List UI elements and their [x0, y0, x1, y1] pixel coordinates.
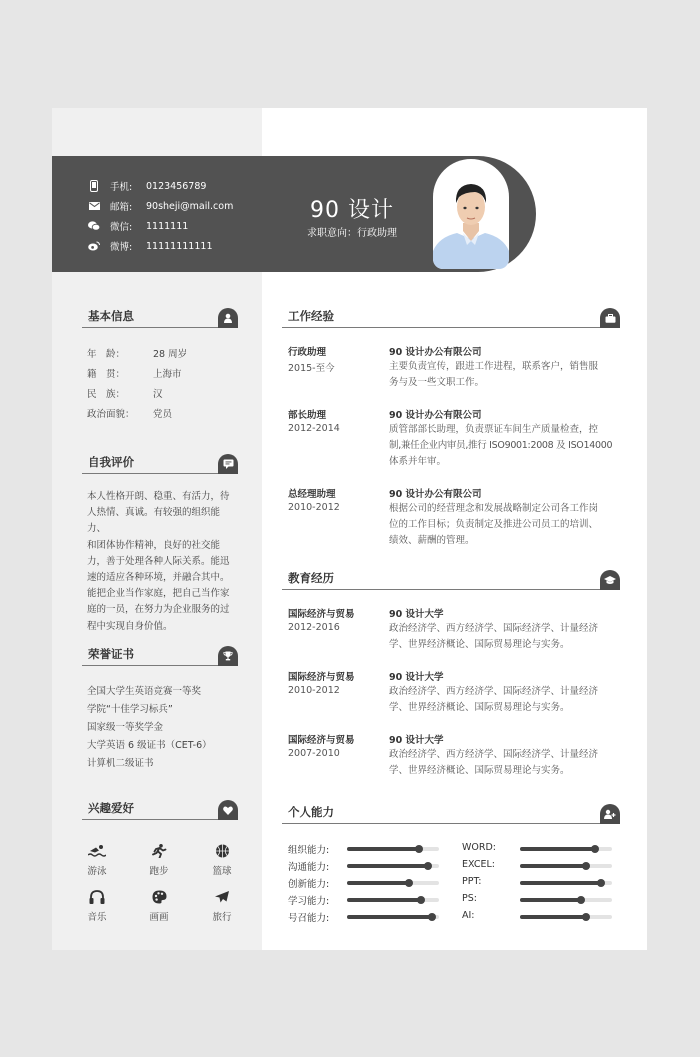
section-basic-info [82, 306, 238, 328]
graduation-cap-icon [600, 570, 620, 590]
skill-level-fill [347, 847, 419, 851]
contact-phone: 手机: 0123456789 [88, 179, 206, 193]
contact-value: 90sheji@mail.com [146, 200, 234, 212]
skill-level-bar [347, 847, 439, 851]
skill-level-knob [417, 896, 425, 904]
running-icon [150, 844, 168, 858]
section-self-eval [82, 452, 238, 474]
work-role: 总经理助理 [288, 489, 336, 500]
edu-major: 国际经济与贸易 [288, 735, 355, 746]
edu-desc: 政治经济学、西方经济学、国际经济学、计量经济 学、世界经济概论、国际贸易理论与实务。 [389, 749, 599, 776]
skill-level-fill [520, 847, 595, 851]
section-honors [82, 644, 238, 666]
skill-label: PPT: [462, 876, 482, 887]
hobby-swimming: 游泳 [72, 844, 122, 877]
work-date: 2015-至今 [288, 363, 335, 374]
skill-label: PS: [462, 893, 477, 904]
mail-icon [88, 200, 100, 212]
candidate-name: 90 设计 [310, 198, 394, 223]
honor-item: 国家级一等奖学金 [87, 722, 164, 733]
honor-item: 大学英语 6 级证书（CET-6） [87, 740, 212, 751]
hobby-basketball: 篮球 [197, 844, 247, 877]
wechat-icon [88, 220, 100, 232]
section-hobbies [82, 798, 238, 820]
skill-label: WORD: [462, 842, 496, 853]
profile-photo [433, 159, 509, 269]
honor-item: 全国大学生英语竞赛一等奖 [87, 686, 202, 697]
info-ethnicity: 民 族： 汉 [87, 389, 163, 400]
skill-label: 号召能力: [288, 913, 330, 924]
section-title: 个人能力 [288, 805, 334, 819]
contact-wechat: 微信: 1111111 [88, 219, 188, 233]
honor-item: 学院“十佳学习标兵” [87, 704, 173, 715]
contact-email: 邮箱: 90sheji@mail.com [88, 199, 233, 213]
honor-item: 计算机二级证书 [87, 758, 154, 769]
hobby-travel: 旅行 [197, 890, 247, 923]
skill-level-fill [347, 881, 409, 885]
skill-level-knob [405, 879, 413, 887]
contact-value: 0123456789 [146, 180, 207, 192]
skill-level-bar [347, 915, 439, 919]
weibo-icon [88, 240, 100, 252]
skill-level-bar [347, 898, 439, 902]
info-hometown: 籍 贯： 上海市 [87, 369, 182, 380]
work-desc: 根据公司的经营理念和发展战略制定公司各工作岗 位的工作目标；负责制定及推进公司员工的培训、 绩效、薪酬的管理。 [389, 503, 599, 546]
skill-level-fill [520, 881, 601, 885]
section-title: 教育经历 [288, 571, 334, 585]
work-date: 2012-2014 [288, 423, 340, 434]
skill-level-knob [424, 862, 432, 870]
section-title: 自我评价 [88, 455, 134, 469]
airplane-icon [214, 890, 230, 904]
swimming-icon [88, 844, 106, 858]
hobby-painting: 画画 [134, 890, 184, 923]
resume-page [52, 108, 647, 950]
phone-icon [88, 180, 100, 192]
skill-label: AI: [462, 910, 475, 921]
heart-icon [218, 800, 238, 820]
skill-level-bar [520, 881, 612, 885]
edu-date: 2010-2012 [288, 685, 340, 696]
skill-level-fill [520, 864, 586, 868]
work-org: 90 设计办公有限公司 [389, 489, 482, 500]
skill-level-fill [520, 898, 581, 902]
skill-level-knob [415, 845, 423, 853]
contact-value: 11111111111 [146, 240, 213, 252]
palette-icon [152, 890, 167, 904]
comment-icon [218, 454, 238, 474]
work-role: 部长助理 [288, 410, 327, 421]
section-work [282, 306, 620, 328]
section-education [282, 568, 620, 590]
contact-weibo: 微博: 11111111111 [88, 239, 213, 253]
user-icon [218, 308, 238, 328]
edu-desc: 政治经济学、西方经济学、国际经济学、计量经济 学、世界经济概论、国际贸易理论与实务。 [389, 623, 599, 650]
edu-school: 90 设计大学 [389, 609, 444, 620]
edu-date: 2007-2010 [288, 748, 340, 759]
work-org: 90 设计办公有限公司 [389, 347, 482, 358]
skill-level-bar [520, 847, 612, 851]
user-plus-icon [600, 804, 620, 824]
edu-date: 2012-2016 [288, 622, 340, 633]
work-desc: 质管部部长助理，负责票证车间生产质量检查，控 制,兼任企业内审员,推行 ISO9001:2008 及 ISO14000 体系并年审。 [389, 424, 613, 467]
hobby-running: 跑步 [134, 844, 184, 877]
skill-level-knob [582, 913, 590, 921]
trophy-icon [218, 646, 238, 666]
skill-level-knob [428, 913, 436, 921]
skill-level-fill [347, 864, 428, 868]
skill-label: 组织能力: [288, 845, 330, 856]
section-title: 工作经验 [288, 309, 334, 323]
section-title: 兴趣爱好 [88, 801, 134, 815]
skill-level-bar [520, 915, 612, 919]
edu-school: 90 设计大学 [389, 735, 444, 746]
edu-major: 国际经济与贸易 [288, 672, 355, 683]
hobby-music: 音乐 [72, 890, 122, 923]
skill-level-fill [347, 898, 421, 902]
contact-value: 1111111 [146, 220, 189, 232]
job-intent: 求职意向：行政助理 [307, 228, 397, 239]
section-title: 荣誉证书 [88, 647, 134, 661]
skill-level-fill [347, 915, 432, 919]
edu-school: 90 设计大学 [389, 672, 444, 683]
skill-level-knob [582, 862, 590, 870]
edu-major: 国际经济与贸易 [288, 609, 355, 620]
skill-label: 创新能力: [288, 879, 330, 890]
skill-level-bar [347, 864, 439, 868]
headphones-icon [89, 890, 105, 904]
briefcase-icon [600, 308, 620, 328]
section-title: 基本信息 [88, 309, 134, 323]
skill-level-fill [520, 915, 586, 919]
skill-level-knob [597, 879, 605, 887]
skill-level-bar [347, 881, 439, 885]
self-evaluation-text: 本人性格开朗、稳重、有活力，待 人热情、真诚。有较强的组织能力、 和团体协作精神，良好的社交能 力，善于处理各种人际关系。能迅 速的适应各种环境，并融合其中。 能把企业当作家庭，把自己当作家 庭的一员，在努力为企业服务的过 程中实现自身价值。 [87, 491, 230, 632]
work-org: 90 设计办公有限公司 [389, 410, 482, 421]
skill-level-bar [520, 864, 612, 868]
basketball-icon [215, 844, 230, 858]
skill-level-knob [577, 896, 585, 904]
skill-level-bar [520, 898, 612, 902]
info-political: 政治面貌： 党员 [87, 409, 173, 420]
work-role: 行政助理 [288, 347, 327, 358]
section-skills [282, 802, 620, 824]
skill-label: 沟通能力: [288, 862, 330, 873]
edu-desc: 政治经济学、西方经济学、国际经济学、计量经济 学、世界经济概论、国际贸易理论与实务。 [389, 686, 599, 713]
skill-label: 学习能力: [288, 896, 330, 907]
info-age: 年 龄： 28 周岁 [87, 349, 188, 360]
work-date: 2010-2012 [288, 502, 340, 513]
work-desc: 主要负责宣传，跟进工作进程，联系客户，销售服 务与及一些文职工作。 [389, 361, 599, 388]
skill-level-knob [591, 845, 599, 853]
skill-label: EXCEL: [462, 859, 495, 870]
